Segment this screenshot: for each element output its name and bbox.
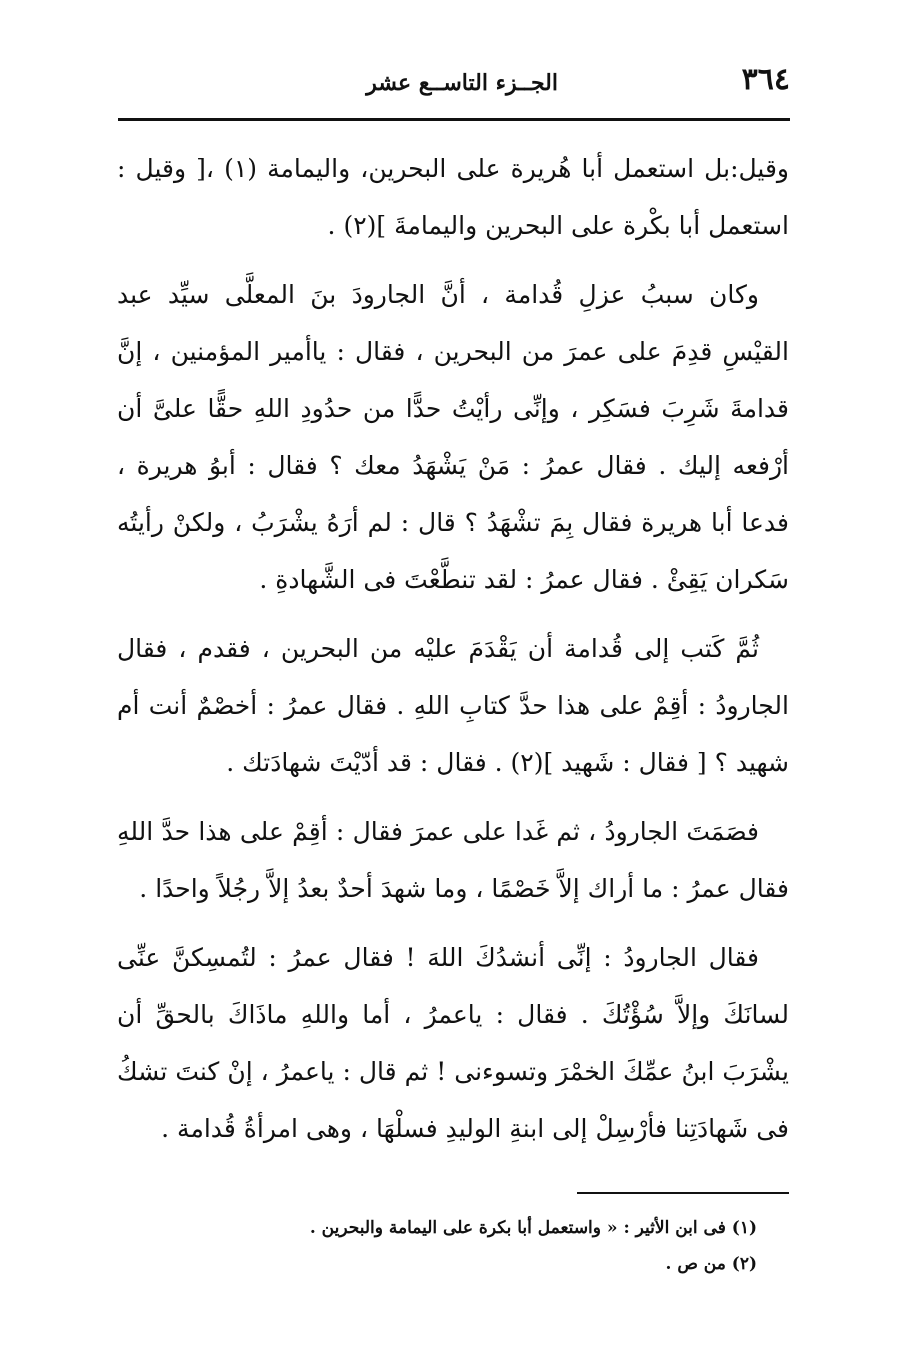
- paragraph: وقيل:بل استعمل أبا هُريرة على البحرين، واليمامة (١) ،[ وقيل : استعمل أبا بكْرة على البحرين واليمامةَ ](٢) .: [117, 154, 789, 240]
- running-title: الجــزء التاســع عشر: [366, 70, 558, 96]
- header-rule: [118, 118, 790, 121]
- footnote: (١) فى ابن الأثير : « واستعمل أبا بكرة على اليمامة والبحرين .: [309, 1218, 757, 1238]
- paragraph: ثُمَّ كَتب إلى قُدامة أن يَقْدَمَ عليْه من البحرين ، فقدم ، فقال الجارودُ : أقِمْ على هذا حدَّ كتابِ اللهِ . فقال عمرُ : أخصْمٌ أنت أم شهيد ؟ [ فقال : شَهيد ](٢) . فقال : قد أدّيْتَ شهادَتك .: [117, 634, 789, 777]
- footnote: (٢) من ص .: [665, 1254, 757, 1274]
- paragraph: فصَمَتَ الجارودُ ، ثم غَدا على عمرَ فقال : أقِمْ على هذا حدَّ اللهِ فقال عمرُ : ما أراك إلاَّ خَصْمًا ، وما شهدَ أحدٌ بعدُ إلاَّ رجُلاً واحدًا .: [117, 817, 789, 903]
- footnote-rule: [577, 1192, 789, 1194]
- main-text: [117, 140, 789, 1157]
- paragraph: وكان سببُ عزلِ قُدامة ، أنَّ الجارودَ بنَ المعلَّى سيِّد عبد القيْسِ قدِمَ على عمرَ من البحرين ، فقال : ياأمير المؤمنين ، إنَّ قدامةَ شَرِبَ فسَكِر ، وإنِّى رأيْتُ حدًّا من حدُودِ اللهِ حقًّا علىَّ أن أرْفعه إليك . فقال عمرُ : مَنْ يَشْهَدُ معك ؟ فقال : أبوُ هريرة ، فدعا أبا هريرة فقال بِمَ تشْهَدُ ؟ قال : لم أرَهُ يشْرَبُ ، ولكنْ رأيتُه سَكران يَقِئْ . فقال عمرُ : لقد تنطَّعْتَ فى الشَّهادةِ .: [117, 280, 789, 594]
- footnotes: [157, 1210, 757, 1282]
- page-header: [118, 62, 790, 114]
- paragraph: فقال الجارودُ : إنِّى أنشدُكَ اللهَ ! فقال عمرُ : لتُمسِكنَّ عنِّى لسانَكَ وإلاَّ سُؤْتُكَ . فقال : ياعمرُ ، أما واللهِ ماذَاكَ بالحقِّ أن يشْرَبَ ابنُ عمِّكَ الخمْرَ وتسوءنى ! ثم قال : ياعمرُ ، إنْ كنتَ تشكُ فى شَهادَتِنا فأرْسِلْ إلى ابنةِ الوليدِ فسلْهَا ، وهى امرأةُ قُدامة .: [117, 943, 789, 1143]
- page-number: ٣٦٤: [741, 62, 790, 97]
